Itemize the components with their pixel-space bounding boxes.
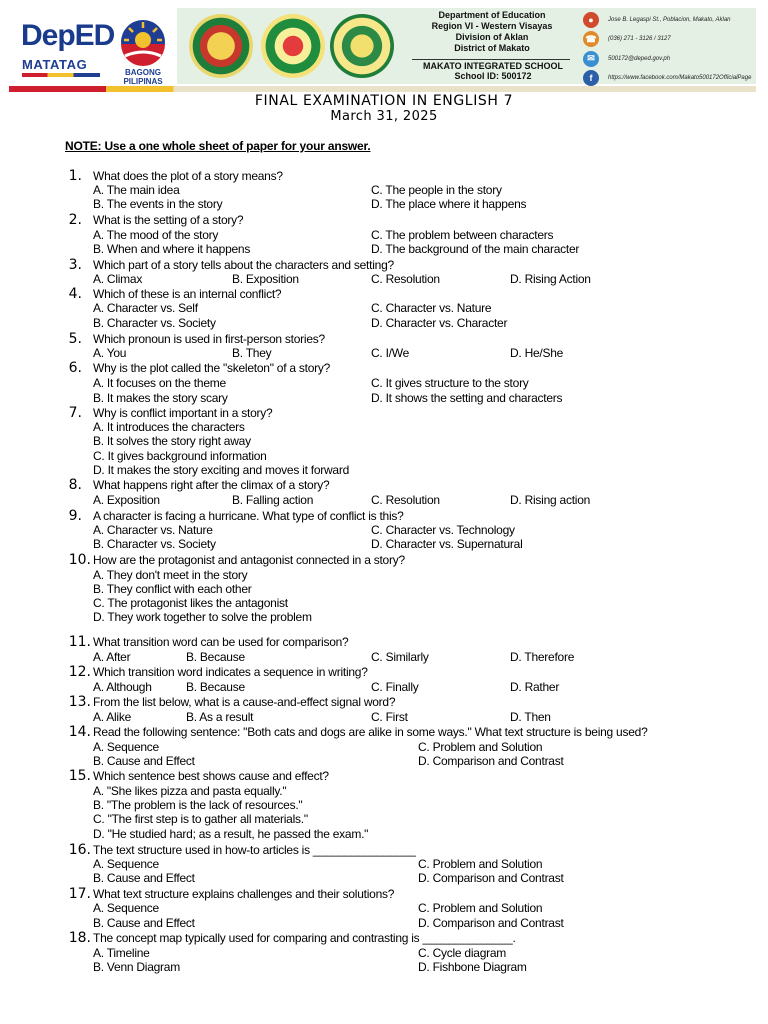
division-seal-icon bbox=[189, 14, 253, 78]
question-number: 18. bbox=[68, 930, 91, 946]
question-number: 2. bbox=[68, 212, 82, 228]
question-text: From the list below, what is a cause-and-effect signal word? bbox=[93, 695, 396, 709]
question-text: What is the setting of a story? bbox=[93, 213, 244, 227]
answer-option: B. They bbox=[232, 346, 272, 360]
answer-option: A. Climax bbox=[93, 272, 143, 286]
location-pin-icon: ● bbox=[583, 12, 599, 28]
answer-option: B. It solves the story right away bbox=[93, 434, 251, 448]
exam-title: FINAL EXAMINATION IN ENGLISH 7 bbox=[254, 93, 514, 109]
answer-option: B. Exposition bbox=[232, 272, 299, 286]
answer-option: D. Rather bbox=[510, 680, 560, 694]
answer-option: D. It shows the setting and characters bbox=[371, 391, 563, 405]
question-number: 13. bbox=[68, 694, 91, 710]
deped-matatag-logo bbox=[21, 18, 115, 80]
school-seal-icon bbox=[261, 14, 325, 78]
answer-option: D. Comparison and Contrast bbox=[418, 916, 564, 930]
divider-line bbox=[412, 59, 570, 60]
school-name: MAKATO INTEGRATED SCHOOL bbox=[423, 61, 563, 71]
question-text: How are the protagonist and antagonist connected in a story? bbox=[93, 553, 405, 567]
answer-option: B. Venn Diagram bbox=[93, 960, 180, 974]
answer-option: C. "The first step is to gather all materials." bbox=[93, 812, 308, 826]
contact-address: ● Jose B. Legaspi St., Poblacion, Makato, Aklan bbox=[583, 10, 759, 30]
answer-option: A. After bbox=[93, 650, 131, 664]
answer-option: D. "He studied hard; as a result, he passed the exam." bbox=[93, 827, 369, 841]
answer-option: C. Character vs. Technology bbox=[371, 523, 515, 537]
answer-option: B. Cause and Effect bbox=[93, 916, 195, 930]
answer-option: A. It introduces the characters bbox=[93, 420, 245, 434]
org-line: Region VI - Western Visayas bbox=[431, 21, 553, 31]
answer-option: C. Cycle diagram bbox=[418, 946, 507, 960]
answer-option: C. Character vs. Nature bbox=[371, 301, 492, 315]
org-line: District of Makato bbox=[454, 43, 530, 53]
answer-option: D. It makes the story exciting and moves it forward bbox=[93, 463, 350, 477]
letterhead bbox=[9, 8, 756, 92]
phone-icon: ☎ bbox=[583, 31, 599, 47]
answer-option: C. The protagonist likes the antagonist bbox=[93, 596, 288, 610]
answer-option: D. Rising action bbox=[510, 493, 591, 507]
question-text: The text structure used in how-to articles is ________________ bbox=[93, 843, 416, 857]
question-text: Which transition word indicates a sequence in writing? bbox=[93, 665, 368, 679]
question-text: Read the following sentence: "Both cats and dogs are alike in some ways." What text structure is being used? bbox=[93, 725, 648, 739]
answer-option: B. Cause and Effect bbox=[93, 871, 195, 885]
question-text: The concept map typically used for comparing and contrasting is ______________. bbox=[93, 931, 516, 945]
header-color-stripe bbox=[9, 86, 756, 92]
bagong-pilipinas-caption: BAGONG PILIPINAS bbox=[123, 68, 163, 86]
answer-option: C. First bbox=[371, 710, 408, 724]
question-text: Why is conflict important in a story? bbox=[93, 406, 273, 420]
question-number: 9. bbox=[68, 508, 82, 524]
answer-option: D. Character vs. Character bbox=[371, 316, 508, 330]
contact-facebook: f https://www.facebook.com/Makato500172OfficialPage bbox=[583, 69, 759, 89]
answer-option: D. Comparison and Contrast bbox=[418, 871, 564, 885]
answer-option: B. As a result bbox=[186, 710, 254, 724]
question-text: Which of these is an internal conflict? bbox=[93, 287, 282, 301]
answer-option: B. When and where it happens bbox=[93, 242, 251, 256]
answer-option: C. Problem and Solution bbox=[418, 857, 543, 871]
answer-option: B. It makes the story scary bbox=[93, 391, 228, 405]
answer-option: A. Although bbox=[93, 680, 152, 694]
school-id: School ID: 500172 bbox=[454, 71, 532, 81]
answer-option: B. Character vs. Society bbox=[93, 316, 216, 330]
question-text: Why is the plot called the "skeleton" of a story? bbox=[93, 361, 331, 375]
question-number: 15. bbox=[68, 768, 91, 784]
question-number: 7. bbox=[68, 405, 82, 421]
region-seal-icon bbox=[330, 14, 394, 78]
answer-option: C. Resolution bbox=[371, 272, 440, 286]
answer-option: D. Therefore bbox=[510, 650, 575, 664]
org-line: Department of Education bbox=[438, 10, 546, 20]
answer-option: A. Sequence bbox=[93, 740, 159, 754]
answer-option: D. Character vs. Supernatural bbox=[371, 537, 523, 551]
question-text: What happens right after the climax of a story? bbox=[93, 478, 330, 492]
contact-email: ✉ 500172@deped.gov.ph bbox=[583, 49, 759, 69]
answer-option: A. Sequence bbox=[93, 901, 159, 915]
exam-note: NOTE: Use a one whole sheet of paper for your answer. bbox=[65, 139, 371, 153]
answer-option: D. Fishbone Diagram bbox=[418, 960, 527, 974]
bagong-pilipinas-logo bbox=[107, 14, 179, 86]
question-number: 5. bbox=[68, 331, 82, 347]
question-number: 16. bbox=[68, 842, 91, 858]
question-text: Which sentence best shows cause and effect? bbox=[93, 769, 329, 783]
answer-option: D. The place where it happens bbox=[371, 197, 527, 211]
contact-phone: ☎ (036) 271 - 3126 / 3127 bbox=[583, 30, 759, 50]
question-text: What does the plot of a story means? bbox=[93, 169, 283, 183]
answer-option: B. They conflict with each other bbox=[93, 582, 252, 596]
answer-option: C. The problem between characters bbox=[371, 228, 554, 242]
bagong-pilipinas-emblem-icon bbox=[107, 14, 179, 68]
question-text: A character is facing a hurricane. What type of conflict is this? bbox=[93, 509, 404, 523]
answer-option: B. Because bbox=[186, 650, 245, 664]
question-text: Which part of a story tells about the characters and setting? bbox=[93, 258, 394, 272]
question-text: Which pronoun is used in first-person stories? bbox=[93, 332, 325, 346]
answer-option: A. Exposition bbox=[93, 493, 160, 507]
answer-option: B. Because bbox=[186, 680, 245, 694]
contact-info bbox=[583, 10, 759, 88]
school-info bbox=[405, 61, 581, 81]
question-number: 6. bbox=[68, 360, 82, 376]
answer-option: C. The people in the story bbox=[371, 183, 502, 197]
exam-date: March 31, 2025 bbox=[330, 109, 438, 124]
deped-wordmark: DepED bbox=[21, 19, 115, 52]
answer-option: D. The background of the main character bbox=[371, 242, 580, 256]
answer-option: C. It gives structure to the story bbox=[371, 376, 529, 390]
answer-option: A. The main idea bbox=[93, 183, 180, 197]
answer-option: B. Character vs. Society bbox=[93, 537, 216, 551]
question-number: 1. bbox=[68, 168, 82, 184]
answer-option: B. Cause and Effect bbox=[93, 754, 195, 768]
answer-option: C. I/We bbox=[371, 346, 410, 360]
question-number: 17. bbox=[68, 886, 91, 902]
answer-option: D. They work together to solve the problem bbox=[93, 610, 312, 624]
answer-option: A. It focuses on the theme bbox=[93, 376, 226, 390]
answer-option: A. Character vs. Self bbox=[93, 301, 198, 315]
answer-option: A. Alike bbox=[93, 710, 132, 724]
answer-option: A. "She likes pizza and pasta equally." bbox=[93, 784, 287, 798]
answer-option: C. Finally bbox=[371, 680, 419, 694]
email-icon: ✉ bbox=[583, 51, 599, 67]
answer-option: B. Falling action bbox=[232, 493, 314, 507]
answer-option: B. "The problem is the lack of resources." bbox=[93, 798, 303, 812]
answer-option: D. Then bbox=[510, 710, 551, 724]
answer-option: C. It gives background information bbox=[93, 449, 267, 463]
answer-option: B. The events in the story bbox=[93, 197, 223, 211]
question-number: 14. bbox=[68, 724, 91, 740]
question-number: 10. bbox=[68, 552, 91, 568]
organization-lines bbox=[417, 10, 567, 54]
answer-option: D. Rising Action bbox=[510, 272, 591, 286]
matatag-wordmark: MATATAG bbox=[22, 57, 88, 72]
answer-option: C. Similarly bbox=[371, 650, 429, 664]
answer-option: D. He/She bbox=[510, 346, 564, 360]
facebook-icon: f bbox=[583, 70, 599, 86]
answer-option: A. They don't meet in the story bbox=[93, 568, 248, 582]
answer-option: C. Resolution bbox=[371, 493, 440, 507]
question-number: 8. bbox=[68, 477, 82, 493]
answer-option: A. Sequence bbox=[93, 857, 159, 871]
answer-option: A. Character vs. Nature bbox=[93, 523, 213, 537]
question-number: 3. bbox=[68, 257, 82, 273]
answer-option: C. Problem and Solution bbox=[418, 901, 543, 915]
matatag-color-bar bbox=[22, 73, 100, 77]
question-number: 11. bbox=[68, 634, 91, 650]
question-number: 4. bbox=[68, 286, 82, 302]
question-text: What text structure explains challenges and their solutions? bbox=[93, 887, 395, 901]
answer-option: A. Timeline bbox=[93, 946, 150, 960]
question-text: What transition word can be used for comparison? bbox=[93, 635, 349, 649]
answer-option: D. Comparison and Contrast bbox=[418, 754, 564, 768]
answer-option: A. You bbox=[93, 346, 127, 360]
org-line: Division of Aklan bbox=[455, 32, 529, 42]
answer-option: C. Problem and Solution bbox=[418, 740, 543, 754]
answer-option: A. The mood of the story bbox=[93, 228, 219, 242]
question-number: 12. bbox=[68, 664, 91, 680]
